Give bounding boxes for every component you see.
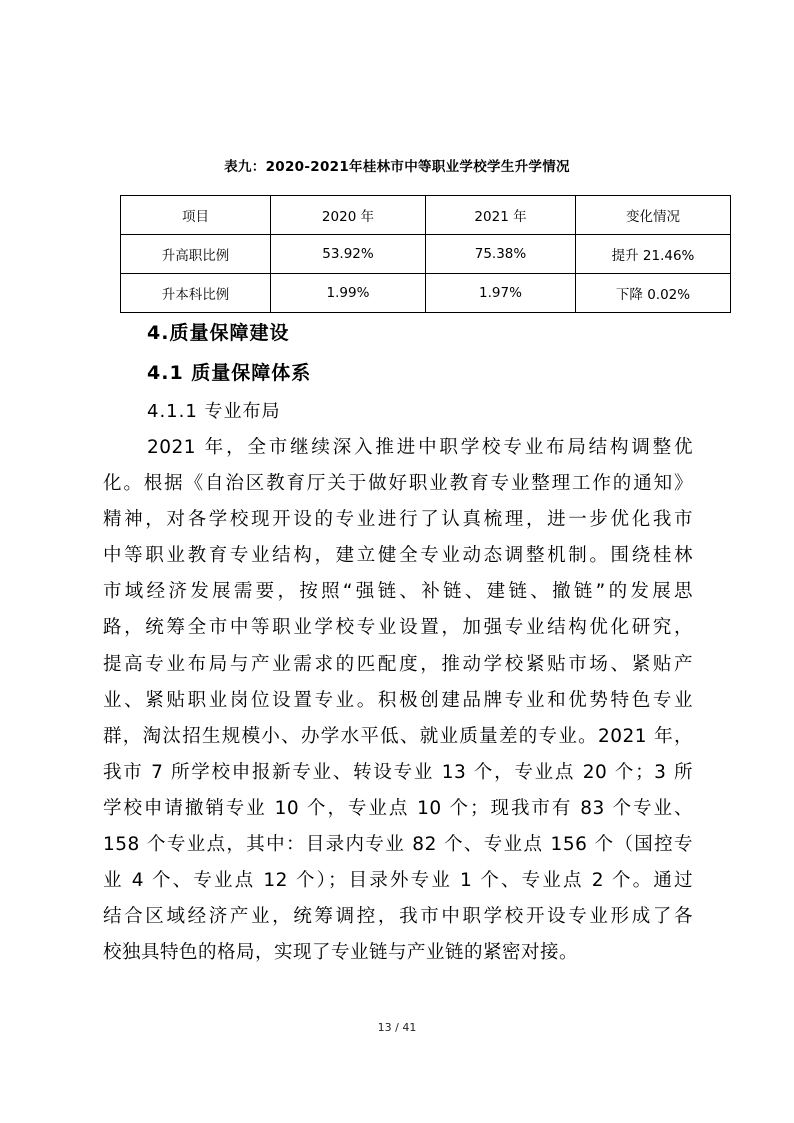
table-header-cell: 变化情况: [576, 196, 731, 235]
table-cell: 升高职比例: [121, 235, 271, 274]
table-header-cell: 2020 年: [271, 196, 426, 235]
paragraph-line: 化。根据《自治区教育厅关于做好职业教育专业整理工作的通知》: [103, 473, 693, 495]
table-cell: 下降 0.02%: [576, 274, 731, 313]
paragraph-line: 学校申请撤销专业 10 个，专业点 10 个；现我市有 83 个专业、: [103, 797, 693, 819]
paragraph-line: 提高专业布局与产业需求的匹配度，推动学校紧贴市场、紧贴产: [103, 653, 693, 675]
table-cell: 提升 21.46%: [576, 235, 731, 274]
paragraph-line: 结合区域经济产业，统筹调控，我市中职学校开设专业形成了各: [103, 906, 693, 928]
paragraph-line: 精神，对各学校现开设的专业进行了认真梳理，进一步优化我市: [103, 509, 693, 531]
table-cell: 1.97%: [426, 274, 576, 313]
table-row: [121, 274, 731, 313]
table-cell: 75.38%: [426, 235, 576, 274]
paragraph-line: 市域经济发展需要，按照“强链、补链、建链、撤链”的发展思: [103, 581, 693, 603]
paragraph-line: 路，统筹全市中等职业学校专业设置，加强专业结构优化研究，: [103, 617, 693, 639]
enrollment-table: [120, 195, 731, 313]
subsection-heading: 4.1 质量保障体系: [147, 362, 312, 384]
paragraph-line: 我市 7 所学校申报新专业、转设专业 13 个，专业点 20 个；3 所: [103, 761, 693, 783]
paragraph-line: 158 个专业点，其中：目录内专业 82 个、专业点 156 个（国控专: [103, 834, 693, 856]
paragraph-line: 2021 年，全市继续深入推进中职学校专业布局结构调整优: [147, 437, 693, 458]
table-header-row: [121, 196, 731, 235]
paragraph-line: 中等职业教育专业结构，建立健全专业动态调整机制。围绕桂林: [103, 545, 693, 567]
table-caption: 表九：2020-2021年桂林市中等职业学校学生升学情况: [224, 159, 570, 175]
table-header-cell: 项目: [121, 196, 271, 235]
paragraph-line: 业、紧贴职业岗位设置专业。积极创建品牌专业和优势特色专业: [103, 689, 693, 711]
paragraph-line: 群，淘汰招生规模小、办学水平低、就业质量差的专业。2021 年，: [103, 725, 693, 747]
subsubsection-heading: 4.1.1 专业布局: [147, 401, 281, 422]
table-row: [121, 235, 731, 274]
table-cell: 1.99%: [271, 274, 426, 313]
table-cell: 升本科比例: [121, 274, 271, 313]
table-cell: 53.92%: [271, 235, 426, 274]
section-heading: 4.质量保障建设: [147, 322, 290, 344]
page-number: 13 / 41: [377, 1021, 417, 1034]
body-paragraph: [103, 430, 693, 971]
paragraph-line: 业 4 个、专业点 12 个）；目录外专业 1 个、专业点 2 个。通过: [103, 870, 693, 892]
paragraph-line: 校独具特色的格局，实现了专业链与产业链的紧密对接。: [103, 942, 579, 964]
table-header-cell: 2021 年: [426, 196, 576, 235]
